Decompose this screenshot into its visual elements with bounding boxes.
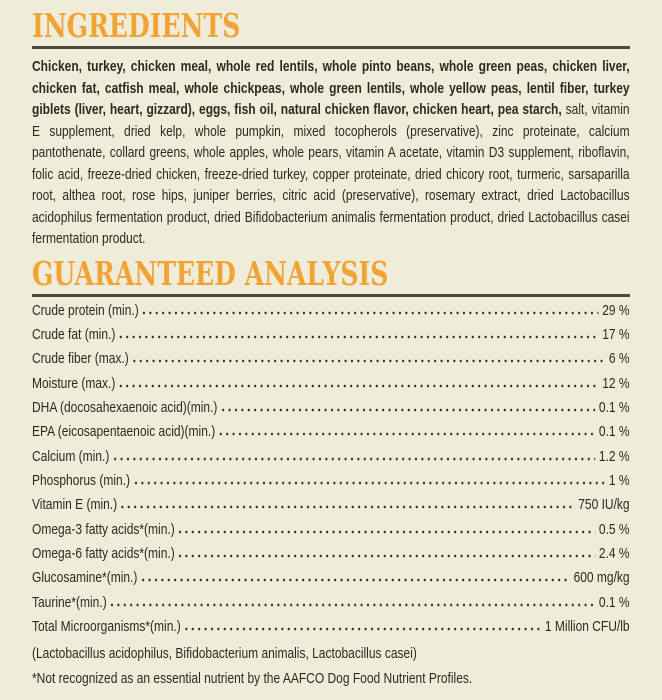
- analysis-row: [32, 423, 630, 447]
- nutrient-value: 750 IU/kg: [578, 496, 630, 514]
- nutrient-label: Glucosamine*(min.): [32, 569, 138, 587]
- nutrient-label: Omega-3 fatty acids*(min.): [32, 520, 175, 538]
- dot-leader: [111, 603, 595, 607]
- nutrient-value: 1.2 %: [598, 447, 630, 465]
- nutrient-label: Crude fiber (max.): [32, 350, 129, 368]
- dot-leader: [141, 578, 569, 582]
- analysis-row: [32, 375, 630, 399]
- nutrient-label: Taurine*(min.): [32, 593, 107, 611]
- ingredients-heading: INGREDIENTS: [32, 6, 241, 45]
- nutrient-label: Crude protein (min.): [32, 301, 139, 319]
- dot-leader: [179, 554, 595, 558]
- nutrient-value: 0.1 %: [598, 593, 630, 611]
- analysis-row: [32, 594, 630, 618]
- ingredients-primary-text: Chicken, turkey, chicken meal, whole red lentils, whole pinto beans, whole green peas, chicken liver, chicken fat, catfish meal, whole chickpeas, whole green lentils, whole yellow peas, lentil fiber, turkey giblets (liver, heart, gizzard), eggs, fish oil, natural chicken flavor, chicken heart, pea starch,: [32, 58, 630, 118]
- nutrient-value: 2.4 %: [598, 544, 630, 562]
- dot-leader: [113, 457, 595, 461]
- nutrient-value: 600 mg/kg: [573, 569, 630, 587]
- dot-leader: [119, 335, 598, 339]
- nutrient-label: Vitamin E (min.): [32, 496, 118, 514]
- nutrient-value: 0.1 %: [598, 423, 630, 441]
- nutrient-label: Moisture (max.): [32, 374, 116, 392]
- nutrient-value: 0.1 %: [598, 398, 630, 416]
- dot-leader: [185, 627, 541, 631]
- analysis-row: [32, 472, 630, 496]
- aafco-footnote: *Not recognized as an essential nutrient by the AAFCO Dog Food Nutrient Profiles.: [32, 669, 473, 687]
- analysis-divider: [32, 294, 630, 297]
- analysis-row: [32, 302, 630, 326]
- analysis-row: [32, 521, 630, 545]
- analysis-row: [32, 545, 630, 569]
- nutrient-value: 6 %: [608, 350, 630, 368]
- dot-leader: [179, 530, 595, 534]
- guaranteed-analysis-heading: GUARANTEED ANALYSIS: [32, 253, 389, 293]
- nutrient-label: Omega-6 fatty acids*(min.): [32, 544, 175, 562]
- dot-leader: [143, 311, 599, 315]
- dot-leader: [219, 432, 595, 436]
- ingredients-divider: [32, 46, 630, 49]
- analysis-row: [32, 569, 630, 593]
- nutrient-label: Crude fat (min.): [32, 325, 116, 343]
- dot-leader: [121, 505, 574, 509]
- nutrient-value: 12 %: [602, 374, 630, 392]
- analysis-row: [32, 496, 630, 520]
- dot-leader: [221, 408, 594, 412]
- analysis-section: [32, 302, 630, 691]
- dot-leader: [133, 359, 605, 363]
- nutrient-value: 0.5 %: [598, 520, 630, 538]
- analysis-row: [32, 448, 630, 472]
- analysis-table: [32, 302, 630, 643]
- nutrient-value: 17 %: [602, 325, 630, 343]
- nutrient-label: Total Microorganisms*(min.): [32, 617, 181, 635]
- microorganisms-note: (Lactobacillus acidophilus, Bifidobacterium animalis, Lactobacillus casei): [32, 645, 417, 663]
- nutrient-value: 29 %: [602, 301, 630, 319]
- nutrient-label: EPA (eicosapentaenoic acid)(min.): [32, 423, 216, 441]
- analysis-row: [32, 399, 630, 423]
- dot-leader: [134, 481, 605, 485]
- nutrient-label: Calcium (min.): [32, 447, 110, 465]
- nutrient-value: 1 Million CFU/lb: [544, 617, 630, 635]
- nutrient-label: DHA (docosahexaenoic acid)(min.): [32, 398, 218, 416]
- nutrient-label: Phosphorus (min.): [32, 471, 131, 489]
- ingredients-secondary-text: salt, vitamin E supplement, dried kelp, whole pumpkin, mixed tocopherols (preservative), zinc proteinate, calcium pantothenate, collard greens, whole apples, whole pears, vitamin A acetate, vitamin D3 supplement, riboflavin, folic acid, freeze-dried chicken, freeze-dried turkey, copper proteinate, dried chicory root, turmeric, sarsaparilla root, althea root, rose hips, juniper berries, citric acid (preservative), rosemary extract, dried Lactobacillus acidophilus fermentation product, dried Bifidobacterium animalis fermentation product, dried Lactobacillus casei fermentation product.: [32, 101, 630, 247]
- analysis-row: [32, 350, 630, 374]
- dot-leader: [119, 384, 598, 388]
- analysis-row: [32, 326, 630, 350]
- ingredients-paragraph: [32, 56, 630, 250]
- analysis-row: [32, 618, 630, 642]
- nutrient-value: 1 %: [608, 471, 630, 489]
